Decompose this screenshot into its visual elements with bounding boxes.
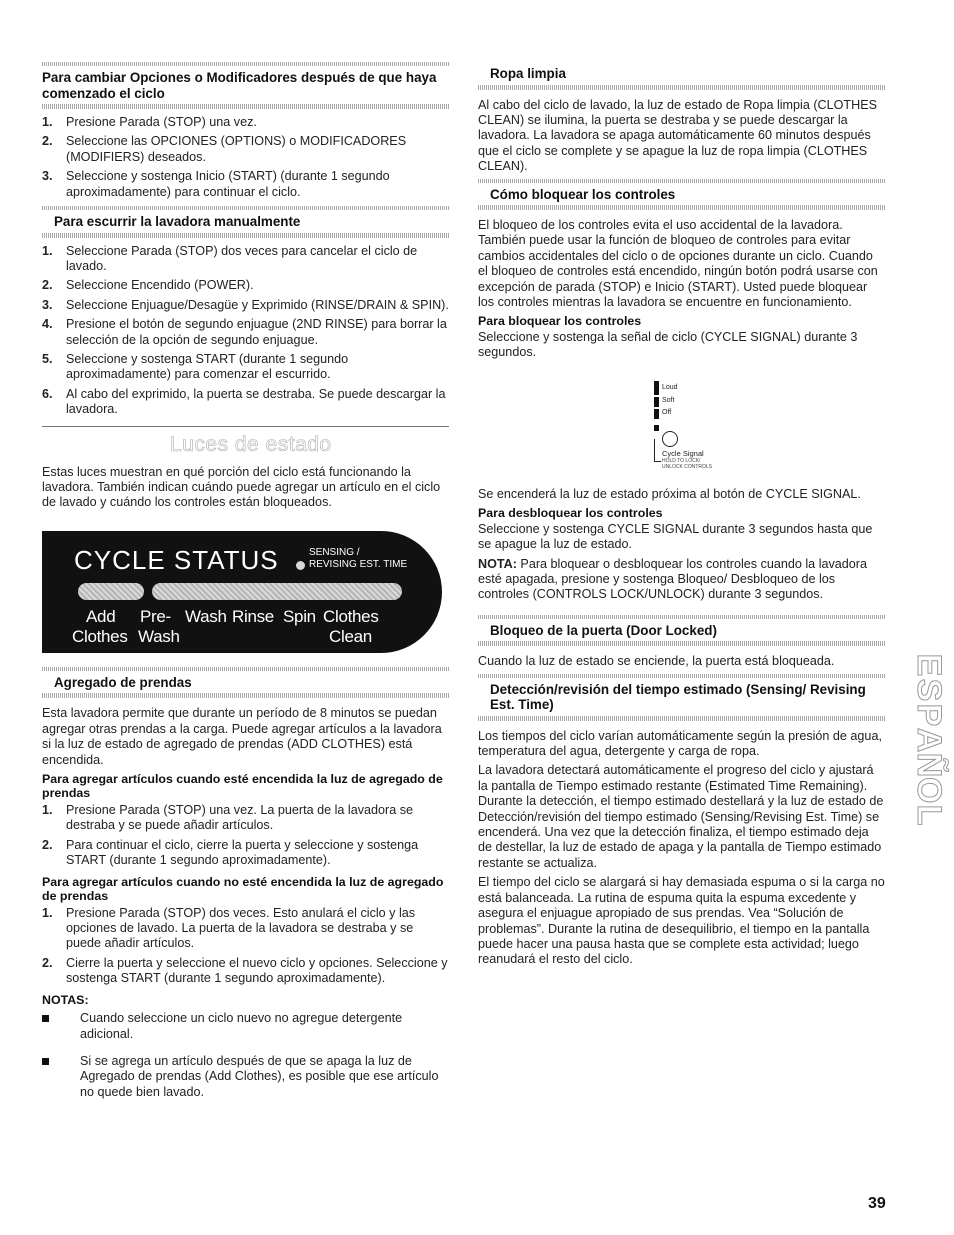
section-rule bbox=[478, 205, 885, 210]
espanol-side-tab bbox=[910, 650, 948, 830]
cycle-signal-label: Cycle Signal bbox=[662, 448, 704, 458]
section-rule bbox=[478, 615, 885, 619]
steps-escurrir bbox=[42, 244, 449, 418]
label-spin: Spin bbox=[283, 606, 316, 626]
sensing-p3: El tiempo del ciclo se alargará si hay demasiada espuma o si la carga no está balanceada. La rutina de espuma quita la espuma excedente y asegura el enjuague apropiado de sus prendas. Vea “Solución de problemas”. Durante la rutina de desequilibrio, el tiempo en la pantalla puede hacer una pausa hasta que se complete esta actividad; luego reanudará el resto del ciclo. bbox=[478, 875, 885, 967]
bloquear-sub1: Para bloquear los controles bbox=[478, 314, 642, 329]
side-tab-letter: A bbox=[910, 727, 948, 753]
luces-text: Estas luces muestran en qué porción del ciclo está funcionando la lavadora. También indican cuándo puede agregar un artículo en el ciclo de lavado y cuándo los controles están bloqueados. bbox=[42, 464, 441, 510]
section-title-agregado: Agregado de prendas bbox=[54, 674, 192, 690]
page-number: 39 bbox=[868, 1195, 886, 1212]
section-rule bbox=[42, 206, 449, 210]
step-item: 6. Al cabo del exprimido, la puerta se destraba. Se puede descargar la lavadora. bbox=[42, 386, 446, 417]
section-title-sensing: Detección/revisión del tiempo estimado (Sensing/ Revising Est. Time) bbox=[490, 681, 866, 713]
step-item: 5. Seleccione y sostenga START (durante 1 segundo aproximadamente) para comenzar el escurrido. bbox=[42, 351, 349, 382]
bracket-icon bbox=[654, 439, 661, 462]
label-wash: Wash bbox=[185, 606, 227, 626]
panel-title: CYCLE STATUS bbox=[74, 544, 279, 575]
label-rinse: Rinse bbox=[232, 606, 274, 626]
off-label: Off bbox=[662, 408, 672, 416]
bloquear-text1: Seleccione y sostenga la señal de ciclo (CYCLE SIGNAL) durante 3 segundos. bbox=[478, 329, 858, 360]
sensing-p1: Los tiempos del ciclo varían automáticamente según la presión de agua, temperatura del agua, detergente y carga de ropa. bbox=[478, 728, 882, 759]
off-light-icon bbox=[654, 409, 659, 419]
label-wash-pre: Wash bbox=[138, 626, 180, 646]
lock-light-icon bbox=[654, 425, 659, 431]
label-clean: Clean bbox=[329, 626, 372, 646]
bloquear-text3: Seleccione y sostenga CYCLE SIGNAL durante 3 segundos hasta que se apague la luz de estado. bbox=[478, 521, 873, 552]
soft-light-icon bbox=[654, 397, 659, 407]
cycle-signal-diagram bbox=[652, 381, 752, 471]
step-item: 2. Seleccione Encendido (POWER). bbox=[42, 278, 254, 293]
unlock-label: UNLOCK CONTROLS bbox=[662, 463, 713, 470]
cycle-status-panel bbox=[42, 531, 442, 653]
side-tab-letter: O bbox=[910, 777, 948, 804]
label-clothes: Clothes bbox=[72, 626, 128, 646]
section-rule bbox=[478, 179, 885, 183]
side-tab-letter: Ñ bbox=[910, 752, 948, 778]
section-title-cambiar-opciones: Para cambiar Opciones o Modificadores después de que haya comenzado el ciclo bbox=[42, 70, 437, 101]
section-rule bbox=[42, 667, 449, 671]
hold-label: HOLD TO LOCK/ bbox=[662, 457, 701, 464]
bloquear-text: El bloqueo de los controles evita el uso accidental de la lavadora. También puede usar la función de bloqueo de controles para evitar cambios accidentales del ciclo o de opciones durante un ciclo. Cuando el bloqueo de controles está encendido, ningún botón podrá usarse con excepción de parada (STOP) e Inicio (START). Usted puede bloquear los controles mientras la lavadora se encuentre en funcionamiento. bbox=[478, 218, 878, 310]
section-rule bbox=[42, 233, 449, 238]
sensing-light-icon bbox=[296, 561, 305, 570]
ropa-limpia-text: Al cabo del ciclo de lavado, la luz de estado de Ropa limpia (CLOTHES CLEAN) se ilumina, la puerta se destraba y se puede descargar la lavadora. La lavadora se apaga automáticamente 60 minutos después que el ciclo se complete y se apague la luz de ropa limpia (CLOTHES CLEAN). bbox=[478, 97, 878, 174]
section-rule bbox=[478, 716, 885, 721]
sensing-p2: La lavadora detectará automáticamente el progreso del ciclo y ajustará la pantalla de Tiempo estimado restante (Estimated Time Remaining). Durante la detección, el tiempo estimado destellará y la luz de estado de Detección/revisión del tiempo estimado (Sensing/Revising Est. Time) se encenderá. Una vez que la detección finaliza, el tiempo estimado deja de destellar, la luz de estado de apaga y la pantalla de Tiempo estimado restante se actualiza. bbox=[478, 763, 884, 870]
bloquear-nota: NOTA: Para bloquear o desbloquear los controles cuando la lavadora esté apagada, presione y sostenga Bloqueo/ Desbloqueo de los controles (CONTROLS LOCK/UNLOCK) durante 3 segundos. bbox=[478, 556, 867, 602]
section-rule bbox=[42, 62, 449, 66]
step-item: 1. Presione Parada (STOP) una vez. bbox=[42, 115, 257, 129]
section-rule bbox=[42, 693, 449, 698]
left-column bbox=[42, 62, 449, 1112]
label-pre: Pre- bbox=[140, 606, 171, 626]
side-tab-letter: E bbox=[910, 653, 948, 677]
section-rule bbox=[42, 104, 449, 109]
step-item: 2. Cierre la puerta y seleccione el nuevo ciclo y opciones. Seleccione y sostenga START (durante 1 segundo aproximadamente). bbox=[42, 955, 448, 986]
status-light-progress bbox=[152, 583, 402, 600]
step-item: 4. Presione el botón de segundo enjuague (2ND RINSE) para borrar la selección de la opción de segundo enjuague. bbox=[42, 317, 447, 347]
section-title-bloquear: Cómo bloquear los controles bbox=[490, 186, 676, 202]
steps-cambiar-opciones bbox=[42, 115, 449, 200]
label-clothes-clean: Clothes bbox=[323, 606, 379, 626]
steps-agregado-1 bbox=[42, 803, 449, 869]
nota-item: Si se agrega un artículo después de que se apaga la luz de Agregado de prendas (Add Clothes), es posible que ese artículo no quede bien lavado. bbox=[42, 1054, 449, 1100]
section-title-escurrir: Para escurrir la lavadora manualmente bbox=[54, 214, 301, 230]
loud-label: Loud bbox=[662, 383, 678, 391]
bloquear-text2: Se encenderá la luz de estado próxima al botón de CYCLE SIGNAL. bbox=[478, 486, 861, 501]
step-item: 3. Seleccione Enjuague/Desagüe y Exprimido (RINSE/DRAIN & SPIN). bbox=[42, 297, 449, 312]
side-tab-letter: P bbox=[910, 703, 948, 727]
bloquear-sub2: Para desbloquear los controles bbox=[478, 506, 663, 521]
label-add: Add bbox=[86, 606, 116, 626]
luces-heading: Luces de estado bbox=[170, 432, 332, 456]
step-item: 1. Presione Parada (STOP) dos veces. Esto anulará el ciclo y las opciones de lavado. La puerta de la lavadora se destraba y se puede añadir artículos. bbox=[42, 905, 416, 951]
section-rule bbox=[478, 641, 885, 646]
agregado-intro: Esta lavadora permite que durante un período de 8 minutos se puedan agregar otras prendas a la carga. Puede agregar artículos a la lavadora si la luz de estado de agregado de prendas (ADD CLOTHES) está encendida. bbox=[42, 706, 442, 767]
sensing-label: SENSING / REVISING EST. TIME bbox=[309, 546, 408, 570]
section-rule bbox=[478, 674, 885, 678]
notas-list bbox=[42, 1011, 449, 1100]
section-rule bbox=[478, 85, 885, 90]
notas-label: NOTAS: bbox=[42, 992, 89, 1007]
right-column bbox=[478, 62, 885, 972]
divider bbox=[42, 426, 449, 427]
cycle-signal-button-icon bbox=[662, 431, 678, 447]
step-item: 2. Seleccione las OPCIONES (OPTIONS) o MODIFICADORES (MODIFIERS) deseados. bbox=[42, 134, 407, 164]
step-item: 3. Seleccione y sostenga Inicio (START) (durante 1 segundo aproximadamente) para continuar el ciclo. bbox=[42, 169, 390, 199]
step-item: 1. Seleccione Parada (STOP) dos veces para cancelar el ciclo de lavado. bbox=[42, 243, 418, 273]
step-item: 2. Para continuar el ciclo, cierre la puerta y seleccione y sostenga START (durante 1 segundo aproximadamente). bbox=[42, 837, 419, 868]
section-title-door: Bloqueo de la puerta (Door Locked) bbox=[490, 622, 717, 638]
steps-agregado-2 bbox=[42, 906, 449, 987]
agregado-sub1: Para agregar artículos cuando esté encendida la luz de agregado de prendas bbox=[42, 771, 443, 801]
side-tab-letter: S bbox=[910, 678, 948, 702]
agregado-sub2: Para agregar artículos cuando no esté encendida la luz de agregado de prendas bbox=[42, 874, 444, 904]
side-tab-letter: L bbox=[910, 804, 948, 826]
soft-label: Soft bbox=[662, 396, 675, 404]
status-light-add-clothes bbox=[78, 583, 144, 600]
door-text: Cuando la luz de estado se enciende, la puerta está bloqueada. bbox=[478, 654, 835, 669]
section-title-ropa-limpia: Ropa limpia bbox=[490, 66, 566, 81]
loud-light-icon bbox=[654, 381, 659, 395]
nota-item: Cuando seleccione un ciclo nuevo no agregue detergente adicional. bbox=[42, 1011, 449, 1042]
step-item: 1. Presione Parada (STOP) una vez. La puerta de la lavadora se destraba y se puede añadir artículos. bbox=[42, 802, 413, 833]
